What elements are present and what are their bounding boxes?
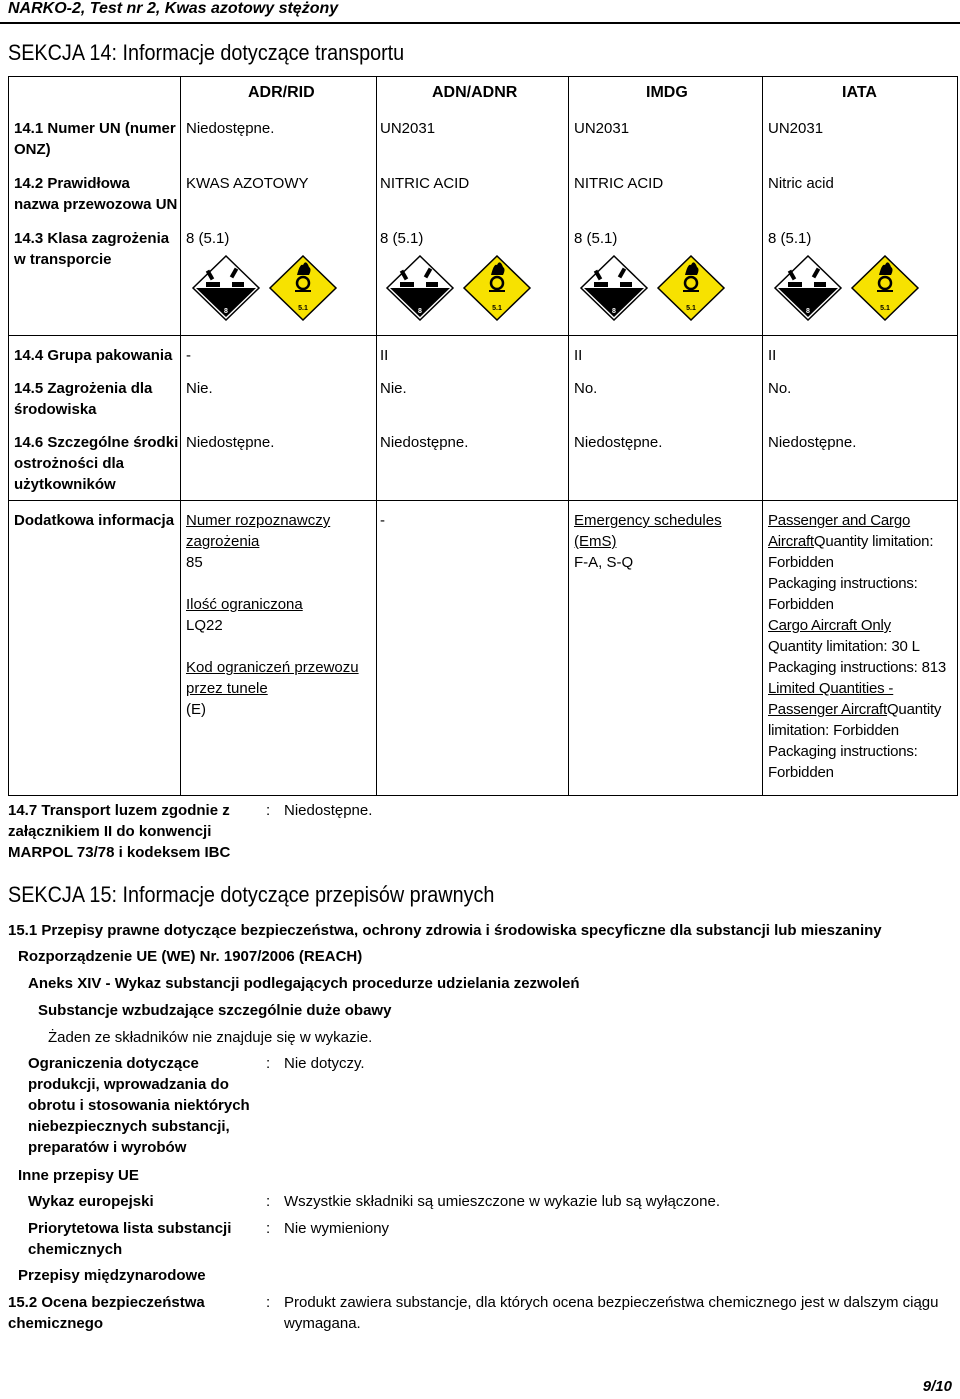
lq-pack-label: Packaging instructions: <box>768 743 918 760</box>
svg-text:5.1: 5.1 <box>492 305 502 312</box>
corrosive-pictogram-icon <box>193 256 259 320</box>
section-15-title: SEKCJA 15: Informacje dotyczące przepisów prawnych <box>8 882 495 907</box>
tunnel-code-label: Kod ograniczeń przewozu przez tunele <box>186 659 359 697</box>
row-label-shipping-name: 14.2 Prawidłowa nazwa przewozowa UN <box>14 175 178 213</box>
international-heading: Przepisy międzynarodowe <box>18 1267 206 1284</box>
svg-text:8: 8 <box>224 308 228 315</box>
document-header <box>0 0 960 22</box>
adr-additional <box>186 510 372 720</box>
pca-pack-label: Packaging instructions: <box>768 575 918 592</box>
hazard-pictograms-iata <box>770 255 950 321</box>
cao-pack: Packaging instructions: 813 <box>768 659 947 676</box>
hazard-pictograms-imdg <box>576 255 756 321</box>
un-number-adr: Niedostępne. <box>186 120 275 137</box>
hazard-id-value: 85 <box>186 554 203 571</box>
hazard-pictograms-adr <box>188 255 368 321</box>
subsection-15-2-colon: : <box>266 1294 271 1311</box>
un-number-adn: UN2031 <box>380 120 436 137</box>
svg-text:8: 8 <box>806 308 810 315</box>
pca-qty-label: Quantity limitation: <box>813 533 934 550</box>
row-divider <box>8 335 958 336</box>
row-label-additional: Dodatkowa informacja <box>14 512 175 529</box>
row-label-hazard-class: 14.3 Klasa zagrożenia w transporcie <box>14 230 170 268</box>
cao-label: Cargo Aircraft Only <box>768 617 891 634</box>
reach-heading: Rozporządzenie UE (WE) Nr. 1907/2006 (REACH) <box>18 948 363 965</box>
lq-label: Limited Quantities - Passenger Aircraft <box>768 680 894 718</box>
lq-pack-value: Forbidden <box>768 764 834 781</box>
subsection-15-1: 15.1 Przepisy prawne dotyczące bezpieczeństwa, ochrony zdrowia i środowiska specyficzne dla substancji lub mieszaniny <box>8 922 882 939</box>
section-14-title: SEKCJA 14: Informacje dotyczące transportu <box>8 40 405 65</box>
restrictions-value: Nie dotyczy. <box>284 1055 365 1072</box>
packing-group-adn: II <box>380 347 389 364</box>
adn-additional: - <box>380 512 385 529</box>
environment-adn: Nie. <box>380 380 407 397</box>
shipping-name-adr: KWAS AZOTOWY <box>186 175 309 192</box>
environment-iata: No. <box>768 380 792 397</box>
row-label-packing-group: 14.4 Grupa pakowania <box>14 347 173 364</box>
precautions-adr: Niedostępne. <box>186 434 275 451</box>
precautions-iata: Niedostępne. <box>768 434 857 451</box>
eu-inventory-colon: : <box>266 1193 271 1210</box>
svhc-value: Żaden ze składników nie znajduje się w wykazie. <box>48 1029 373 1046</box>
hazard-class-imdg: 8 (5.1) <box>574 230 618 247</box>
hazard-id-label: Numer rozpoznawczy zagrożenia <box>186 512 331 550</box>
bulk-transport-colon: : <box>266 802 271 819</box>
lq-qty-text: limitation: Forbidden <box>768 722 899 739</box>
col-header-adr: ADR/RID <box>248 84 315 101</box>
iata-additional <box>768 510 956 783</box>
packing-group-imdg: II <box>574 347 583 364</box>
hazard-pictograms-adn <box>382 255 562 321</box>
col-header-iata: IATA <box>842 84 877 101</box>
bulk-transport-value: Niedostępne. <box>284 802 373 819</box>
eu-inventory-value: Wszystkie składniki są umieszczone w wykazie lub są wyłączone. <box>284 1193 720 1210</box>
pca-label: Passenger and Cargo Aircraft <box>768 512 911 550</box>
restrictions-colon: : <box>266 1055 271 1072</box>
environment-adr: Nie. <box>186 380 213 397</box>
priority-list-value: Nie wymieniony <box>284 1220 390 1237</box>
hazard-class-iata: 8 (5.1) <box>768 230 812 247</box>
precautions-imdg: Niedostępne. <box>574 434 663 451</box>
priority-list-colon: : <box>266 1220 271 1237</box>
pca-pack-value: Forbidden <box>768 596 834 613</box>
eu-inventory-label: Wykaz europejski <box>28 1193 154 1210</box>
column-divider <box>568 76 569 796</box>
shipping-name-imdg: NITRIC ACID <box>574 175 664 192</box>
shipping-name-adn: NITRIC ACID <box>380 175 470 192</box>
svg-text:5.1: 5.1 <box>686 305 696 312</box>
limited-qty-label: Ilość ograniczona <box>186 596 303 613</box>
tunnel-code-value: (E) <box>186 701 206 718</box>
label-column-divider <box>180 76 181 796</box>
svg-text:8: 8 <box>418 308 422 315</box>
un-number-imdg: UN2031 <box>574 120 630 137</box>
restrictions-label: Ograniczenia dotyczące produkcji, wprowadzania do obrotu i stosowania niektórych niebezpiecznych substancji, preparatów i wyrobów <box>28 1055 250 1156</box>
corrosive-pictogram-icon <box>387 256 453 320</box>
corrosive-pictogram-icon <box>775 256 841 320</box>
oxidizer-pictogram-icon <box>658 256 724 320</box>
row-label-precautions: 14.6 Szczególne środki ostrożności dla użytkowników <box>14 434 179 493</box>
shipping-name-iata: Nitric acid <box>768 175 834 192</box>
oxidizer-pictogram-icon <box>270 256 336 320</box>
document-title: NARKO-2, Test nr 2, Kwas azotowy stężony <box>8 0 339 17</box>
packing-group-iata: II <box>768 347 777 364</box>
packing-group-adr: - <box>186 347 191 364</box>
svg-text:5.1: 5.1 <box>298 305 308 312</box>
page-number: 9/10 <box>922 1378 952 1395</box>
svg-text:8: 8 <box>612 308 616 315</box>
ems-value: F-A, S-Q <box>574 554 634 571</box>
subsection-15-2-label: 15.2 Ocena bezpieczeństwa chemicznego <box>8 1294 205 1332</box>
header-rule <box>0 22 960 24</box>
bulk-transport-label: 14.7 Transport luzem zgodnie z załącznikiem II do konwencji MARPOL 73/78 i kodeksem IBC <box>8 802 231 861</box>
un-number-iata: UN2031 <box>768 120 824 137</box>
svg-text:5.1: 5.1 <box>880 305 890 312</box>
hazard-class-adr: 8 (5.1) <box>186 230 230 247</box>
other-eu-heading: Inne przepisy UE <box>18 1167 139 1184</box>
imdg-additional <box>574 510 758 573</box>
subsection-15-2-value: Produkt zawiera substancje, dla których ocena bezpieczeństwa chemicznego jest w dalszym ciągu wymagana. <box>284 1294 939 1332</box>
row-label-un-number: 14.1 Numer UN (numer ONZ) <box>14 120 176 158</box>
priority-list-label: Priorytetowa lista substancji chemicznych <box>28 1220 232 1258</box>
cao-qty: Quantity limitation: 30 L <box>768 638 920 655</box>
pca-qty-value: Forbidden <box>768 554 834 571</box>
lq-qty-label: Quantity <box>886 701 942 718</box>
svhc-heading: Substancje wzbudzające szczególnie duże obawy <box>38 1002 392 1019</box>
ems-label: Emergency schedules (EmS) <box>574 512 722 550</box>
precautions-adn: Niedostępne. <box>380 434 469 451</box>
annex-xiv-heading: Aneks XIV - Wykaz substancji podlegających procedurze udzielania zezwoleń <box>28 975 580 992</box>
oxidizer-pictogram-icon <box>852 256 918 320</box>
hazard-class-adn: 8 (5.1) <box>380 230 424 247</box>
environment-imdg: No. <box>574 380 598 397</box>
row-label-environment: 14.5 Zagrożenia dla środowiska <box>14 380 153 418</box>
col-header-adn: ADN/ADNR <box>432 84 518 101</box>
column-divider <box>376 76 377 796</box>
row-divider <box>8 500 958 501</box>
corrosive-pictogram-icon <box>581 256 647 320</box>
col-header-imdg: IMDG <box>646 84 688 101</box>
oxidizer-pictogram-icon <box>464 256 530 320</box>
column-divider <box>762 76 763 796</box>
limited-qty-value: LQ22 <box>186 617 223 634</box>
